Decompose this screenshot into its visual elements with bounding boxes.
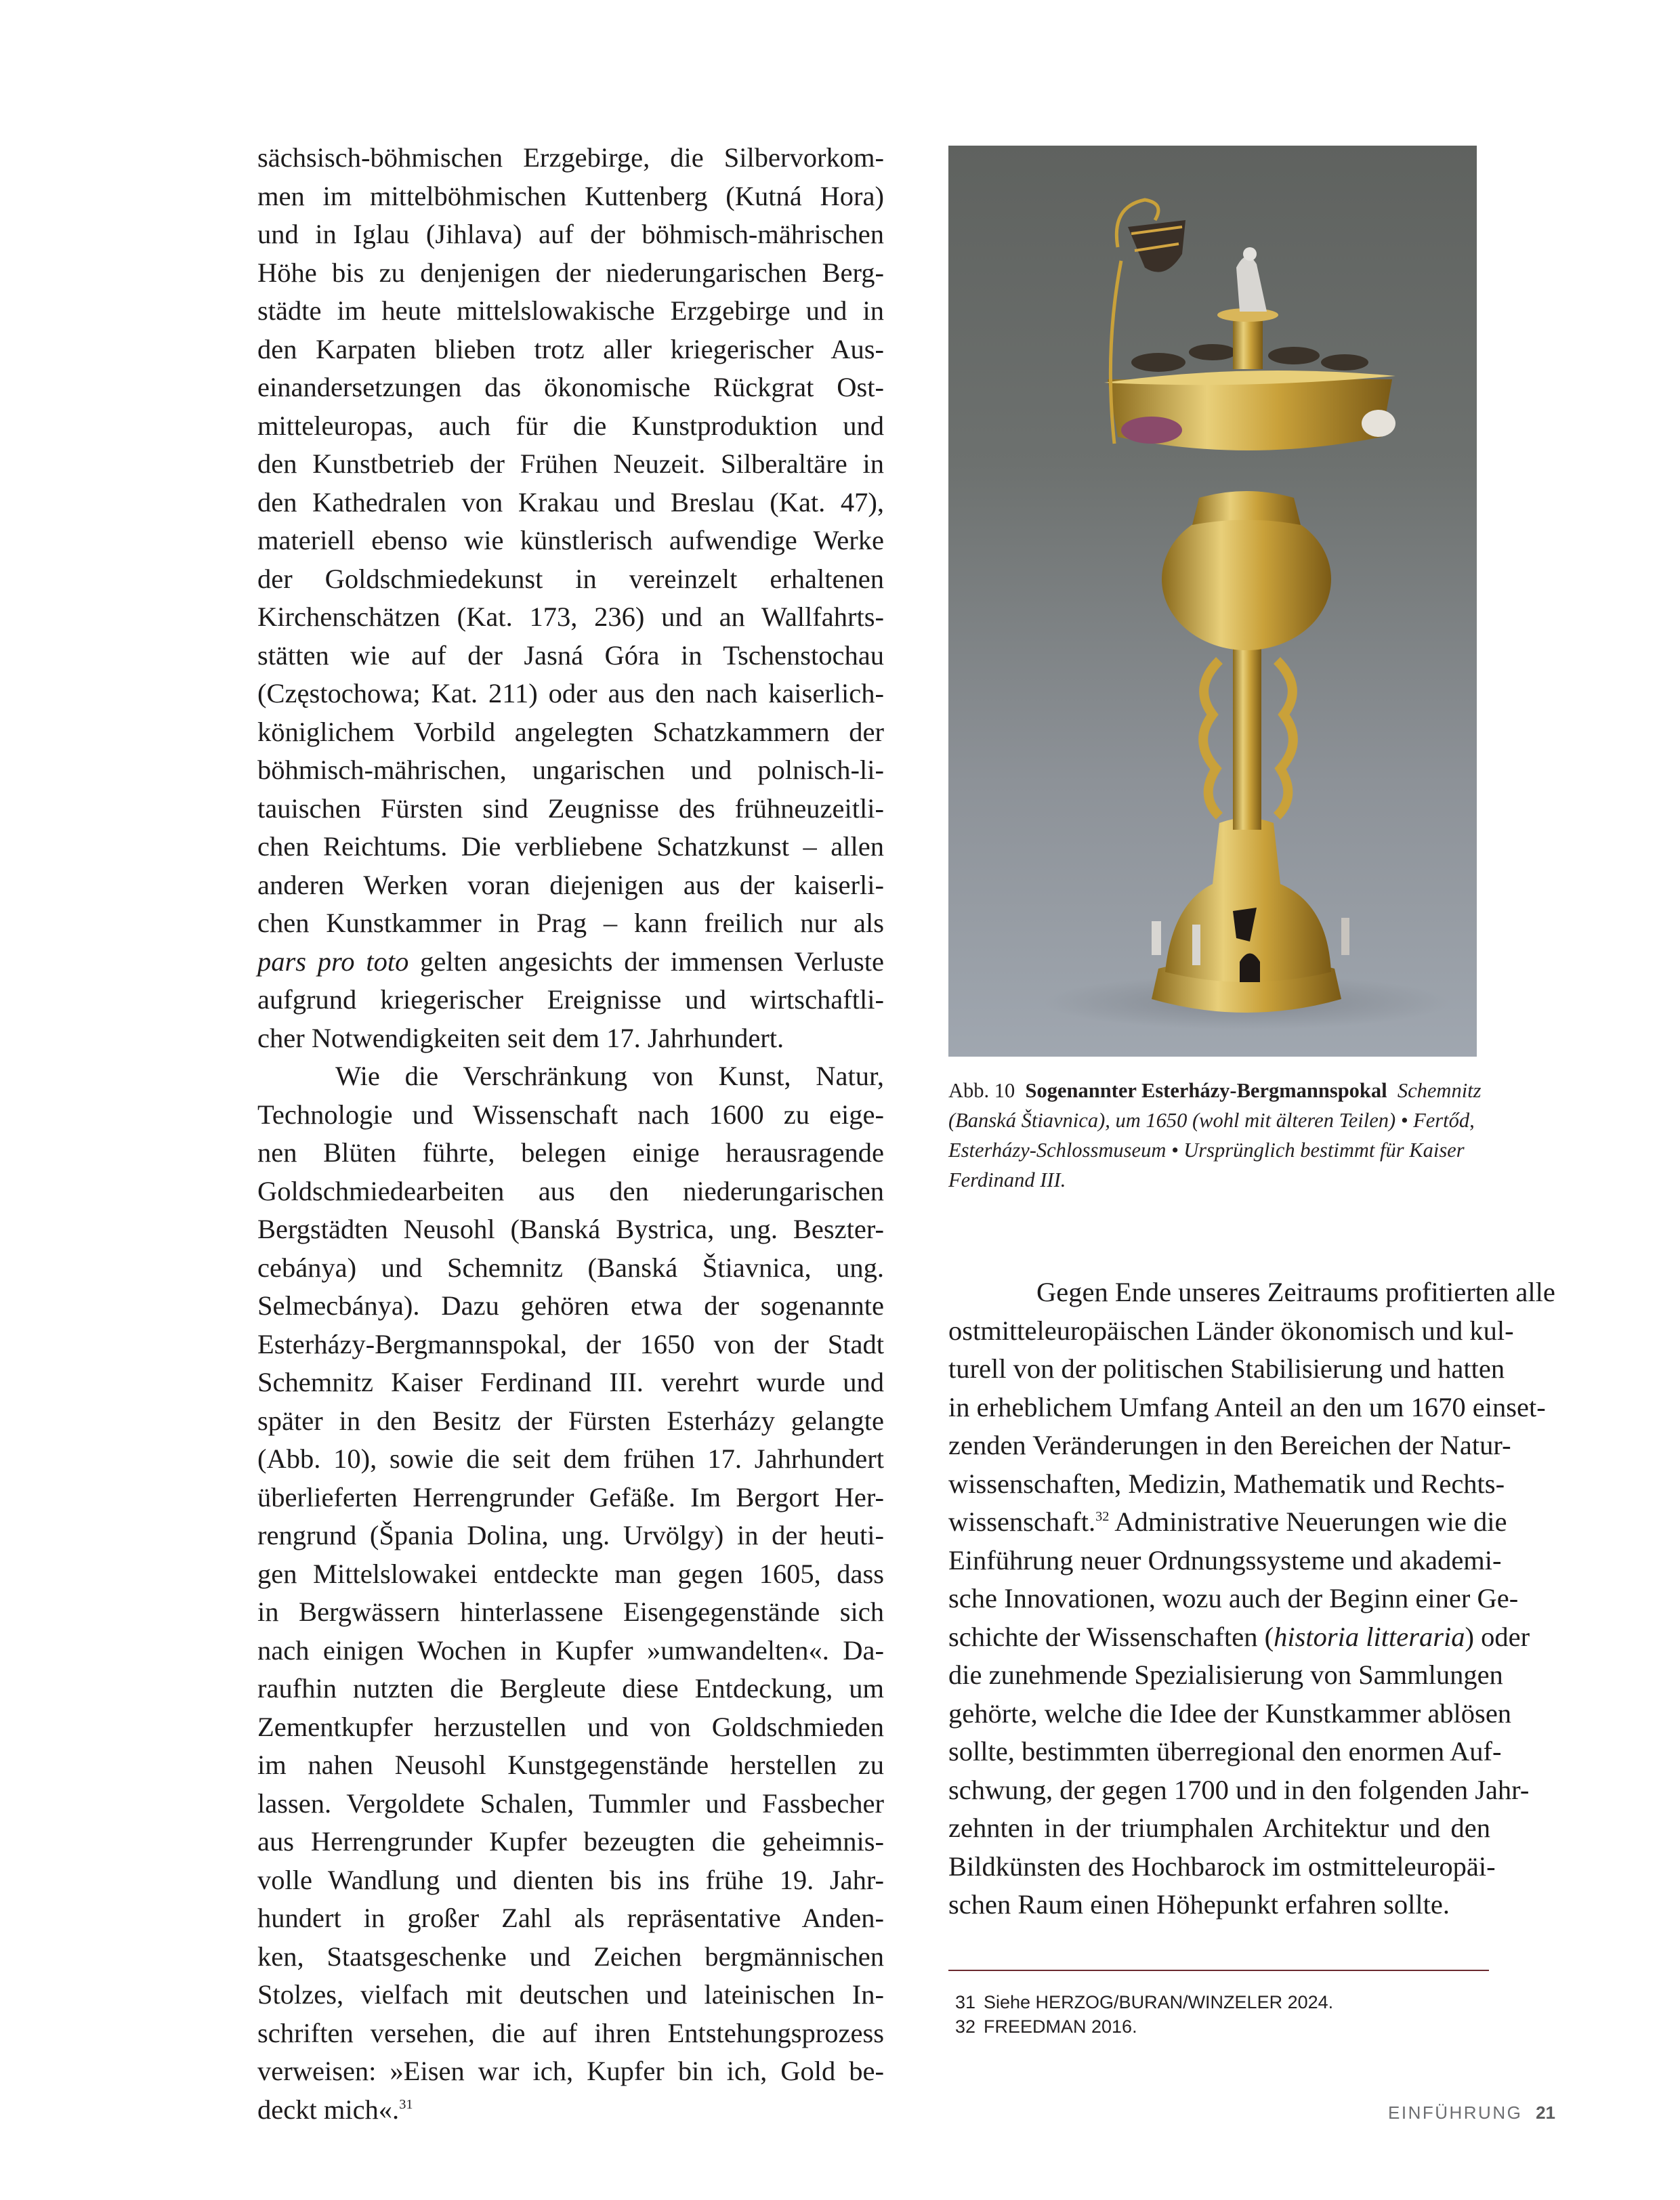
text-line — [257, 904, 884, 943]
text-line — [948, 1426, 1511, 1465]
line-text: schwung, der gegen 1700 und in den folgenden Jahr- — [948, 1774, 1530, 1805]
figure-title: Sogenannter Esterházy-Bergmannspokal — [1025, 1079, 1387, 1102]
text-line — [257, 1593, 884, 1632]
line-text: Selmecbánya). Dazu gehören etwa der sogenannte — [257, 1290, 884, 1321]
footnote-divider — [948, 1970, 1489, 1971]
line-text: deckt mich«. — [257, 2094, 400, 2125]
line-text: wissenschaft. — [948, 1506, 1096, 1537]
text-line — [257, 254, 884, 293]
text-line — [257, 1517, 884, 1555]
footnote-31 — [955, 1990, 1484, 2014]
line-text: cebánya) und Schemnitz (Banská Štiavnica, ung. — [257, 1252, 884, 1283]
text-line — [257, 1096, 884, 1135]
text-line — [257, 484, 884, 522]
text-line — [257, 1708, 884, 1747]
line-text: cher Notwendigkeiten seit dem 17. Jahrhundert. — [257, 1022, 784, 1053]
text-line — [257, 1249, 884, 1288]
goblet-stem — [1233, 647, 1261, 830]
text-line — [948, 1656, 1503, 1695]
text-line — [948, 1273, 1555, 1312]
figure-label: Abb. 10 — [948, 1079, 1015, 1102]
line-text: volle Wandlung und dienten bis ins frühe 19. Jahr- — [257, 1864, 884, 1895]
page-number: 21 — [1536, 2102, 1555, 2123]
text-line — [257, 751, 884, 790]
text-line — [257, 2091, 884, 2130]
text-line — [257, 1899, 884, 1938]
figure-image-goblet — [948, 146, 1477, 1057]
text-line — [257, 637, 884, 675]
line-text: später in den Besitz der Fürsten Esterházy gelangte — [257, 1405, 884, 1436]
text-line — [257, 2014, 884, 2053]
line-text: nen Blüten führte, belegen einige herausragende — [257, 1137, 884, 1168]
line-text: verweisen: »Eisen war ich, Kupfer bin ich, Gold be- — [257, 2056, 884, 2086]
text-line — [257, 866, 884, 905]
text-line — [257, 1019, 884, 1058]
text-line — [257, 1861, 884, 1900]
text-line — [948, 1618, 1530, 1657]
line-text: chen Reichtums. Die verbliebene Schatzkunst – allen — [257, 831, 884, 862]
goblet-bulb — [1162, 508, 1331, 650]
text-line — [257, 1172, 884, 1211]
text-line — [257, 292, 884, 331]
line-text: Höhe bis zu denjenigen der niederungarischen Berg- — [257, 257, 884, 288]
line-text: (Częstochowa; Kat. 211) oder aus den nach kaiserlich- — [257, 678, 884, 708]
line-text: böhmisch-mährischen, ungarischen und polnisch-li- — [257, 755, 884, 785]
text-line — [948, 1771, 1530, 1810]
silver-miner-figure — [1236, 257, 1267, 312]
line-text: im nahen Neusohl Kunstgegenstände herstellen zu — [257, 1750, 884, 1780]
line-text: rengrund (Špania Dolina, ung. Urvölgy) in der heuti- — [257, 1520, 884, 1550]
line-text: in Bergwässern hinterlassene Eisengegenstände sich — [257, 1596, 884, 1627]
line-text: aufgrund kriegerischer Ereignisse und wirtschaftli- — [257, 984, 884, 1015]
text-line — [257, 981, 884, 1019]
line-text: Stolzes, vielfach mit deutschen und lateinischen In- — [257, 1979, 884, 2010]
text-line — [257, 1555, 884, 1594]
line-text: den Kathedralen von Krakau und Breslau (Kat. 47), — [257, 486, 884, 517]
text-line — [257, 2052, 884, 2091]
line-text: überlieferten Herrengrunder Gefäße. Im Bergort Her- — [257, 1481, 884, 1512]
line-text: chen Kunstkammer in Prag – kann freilich nur als — [257, 908, 884, 938]
figure-caption — [948, 1076, 1497, 1195]
line-text: in erheblichem Umfang Anteil an den um 1670 einset- — [948, 1391, 1546, 1422]
text-line — [257, 1479, 884, 1517]
footnote-text: FREEDMAN 2016. — [984, 2016, 1137, 2037]
footnotes — [955, 1990, 1484, 2039]
text-line — [257, 1287, 884, 1326]
line-text: ) oder — [1465, 1621, 1530, 1652]
text-line — [948, 1580, 1519, 1618]
line-text: schichte der Wissenschaften ( — [948, 1621, 1274, 1652]
text-line — [257, 943, 884, 981]
line-text: ostmitteleuropäischen Länder ökonomisch und kul- — [948, 1315, 1514, 1346]
italic-phrase: pars pro toto — [257, 946, 409, 977]
line-text: Bildkünsten des Hochbarock im ostmitteleuropäi- — [948, 1850, 1496, 1882]
line-text: stätten wie auf der Jasná Góra in Tschenstochau — [257, 639, 884, 671]
line-text: aus Herrengrunder Kupfer bezeugten die geheimnis- — [257, 1826, 884, 1857]
text-line — [257, 1823, 884, 1861]
text-line — [948, 1542, 1502, 1580]
text-line — [948, 1389, 1546, 1427]
text-line — [257, 331, 884, 369]
line-text: Einführung neuer Ordnungssysteme und akademi- — [948, 1544, 1502, 1575]
text-line — [257, 1440, 884, 1479]
line-text: (Abb. 10), sowie die seit dem frühen 17. Jahrhundert — [257, 1443, 884, 1474]
text-line — [257, 790, 884, 828]
text-line — [257, 1210, 884, 1249]
line-text: gen Mittelslowakei entdeckte man gegen 1605, dass — [257, 1558, 884, 1589]
text-line — [257, 713, 884, 752]
text-line — [948, 1809, 1490, 1848]
line-text: ken, Staatsgeschenke und Zeichen bergmännischen — [257, 1941, 884, 1972]
line-text: die zunehmende Spezialisierung von Sammlungen — [948, 1659, 1503, 1690]
line-text: den Karpaten blieben trotz aller kriegerischer Aus- — [257, 333, 884, 364]
line-text: städte im heute mittelslowakische Erzgebirge und in — [257, 295, 884, 326]
line-text: schriften versehen, die auf ihren Entstehungsprozess — [257, 2017, 884, 2048]
text-line — [257, 828, 884, 866]
text-line — [257, 407, 884, 446]
line-text: sche Innovationen, wozu auch der Beginn einer Ge- — [948, 1583, 1519, 1613]
line-text: mitteleuropas, auch für die Kunstproduktion und — [257, 410, 884, 441]
text-line — [257, 1057, 884, 1096]
line-text: Esterházy-Bergmannspokal, der 1650 von der Stadt — [257, 1328, 884, 1359]
line-text: hundert in großer Zahl als repräsentative Anden- — [257, 1903, 884, 1933]
line-text: einandersetzungen das ökonomische Rückgrat Ost- — [257, 372, 884, 402]
line-text: Gegen Ende unseres Zeitraums profitierten alle — [1036, 1277, 1555, 1307]
line-text: Kirchenschätzen (Kat. 173, 236) und an Wallfahrts- — [257, 601, 884, 632]
line-text: Schemnitz Kaiser Ferdinand III. verehrt wurde und — [257, 1367, 884, 1397]
line-text: men im mittelböhmischen Kuttenberg (Kutná Hora) — [257, 180, 884, 211]
text-line — [257, 1670, 884, 1708]
text-line — [257, 522, 884, 560]
line-text: Administrative Neuerungen wie die — [1109, 1506, 1507, 1537]
right-text-column — [948, 1273, 1555, 1924]
footnote-number: 32 — [955, 2016, 976, 2037]
line-text: zenden Veränderungen in den Bereichen der Natur- — [948, 1430, 1511, 1460]
line-text: königlichem Vorbild angelegten Schatzkammern der — [257, 716, 884, 747]
text-line — [257, 1746, 884, 1785]
line-text: sollte, bestimmten überregional den enormen Auf- — [948, 1736, 1502, 1767]
line-text: wissenschaften, Medizin, Mathematik und Rechts- — [948, 1468, 1505, 1499]
text-line — [257, 215, 884, 254]
text-line — [257, 598, 884, 637]
footnote-text: Siehe HERZOG/BURAN/WINZELER 2024. — [984, 1992, 1334, 2012]
line-text: Bergstädten Neusohl (Banská Bystrica, ung. Beszter- — [257, 1214, 884, 1244]
line-text: und in Iglau (Jihlava) auf der böhmisch-mährischen — [257, 219, 884, 249]
line-text: gehörte, welche die Idee der Kunstkammer ablösen — [948, 1697, 1512, 1729]
text-line — [257, 1363, 884, 1402]
line-text: lassen. Vergoldete Schalen, Tummler und Fassbecher — [257, 1788, 884, 1819]
text-line — [257, 445, 884, 484]
footnote-reference[interactable]: 32 — [1095, 1508, 1110, 1524]
line-text: anderen Werken voran diejenigen aus der kaiserli- — [257, 869, 884, 900]
text-line — [948, 1733, 1502, 1771]
text-line — [948, 1695, 1512, 1733]
text-line — [257, 1632, 884, 1670]
line-text: den Kunstbetrieb der Frühen Neuzeit. Silberaltäre in — [257, 448, 884, 479]
page-footer — [1388, 2102, 1555, 2123]
text-line — [257, 1326, 884, 1364]
text-line — [948, 1503, 1507, 1542]
line-text: turell von der politischen Stabilisierung und hatten — [948, 1353, 1505, 1384]
text-line — [257, 1402, 884, 1441]
text-line — [257, 177, 884, 216]
goblet-illustration — [948, 146, 1477, 1057]
line-text: nach einigen Wochen in Kupfer »umwandelten«. Da- — [257, 1634, 884, 1666]
line-text: Zementkupfer herzustellen und von Goldschmieden — [257, 1711, 884, 1742]
italic-phrase: historia litteraria — [1274, 1621, 1465, 1652]
line-text: schen Raum einen Höhepunkt erfahren sollte. — [948, 1889, 1450, 1920]
line-text: Wie die Verschränkung von Kunst, Natur, — [335, 1061, 884, 1091]
running-section-title: EINFÜHRUNG — [1388, 2102, 1523, 2123]
text-line — [948, 1350, 1505, 1389]
text-line — [257, 1976, 884, 2014]
footnote-number: 31 — [955, 1992, 976, 2012]
text-line — [257, 1785, 884, 1823]
text-line — [257, 1134, 884, 1172]
footnote-32 — [955, 2014, 1484, 2039]
text-line — [257, 139, 884, 177]
line-text: Technologie und Wissenschaft nach 1600 zu eige- — [257, 1099, 884, 1130]
text-line — [257, 368, 884, 407]
text-line — [948, 1886, 1490, 1924]
left-text-column — [257, 139, 884, 2129]
line-text: raufhin nutzten die Bergleute diese Entdeckung, um — [257, 1673, 884, 1704]
line-text: gelten angesichts der immensen Verluste — [408, 946, 884, 977]
line-text: sächsisch-böhmischen Erzgebirge, die Silbervorkom- — [257, 142, 884, 173]
text-line — [257, 675, 884, 713]
figure-description: Schemnitz (Banská Štiavnica), um 1650 (wohl mit älteren Teilen) • Fertőd, Esterházy-Schlossmuseum • Ursprünglich bestimmt für Kaiser Ferdinand III. — [948, 1079, 1482, 1191]
line-text: materiell ebenso wie künstlerisch aufwendige Werke — [257, 525, 884, 555]
text-line — [948, 1312, 1514, 1351]
footnote-reference[interactable]: 31 — [399, 2096, 413, 2112]
line-text: Goldschmiedearbeiten aus den niederungarischen — [257, 1175, 884, 1206]
line-text: zehnten in der triumphalen Architektur und den — [948, 1813, 1490, 1843]
text-line — [948, 1848, 1496, 1886]
text-line — [948, 1465, 1505, 1504]
line-text: tauischen Fürsten sind Zeugnisse des frühneuzeitli- — [257, 792, 884, 824]
line-text: der Goldschmiedekunst in vereinzelt erhaltenen — [257, 563, 884, 594]
text-line — [257, 1938, 884, 1976]
text-line — [257, 560, 884, 599]
